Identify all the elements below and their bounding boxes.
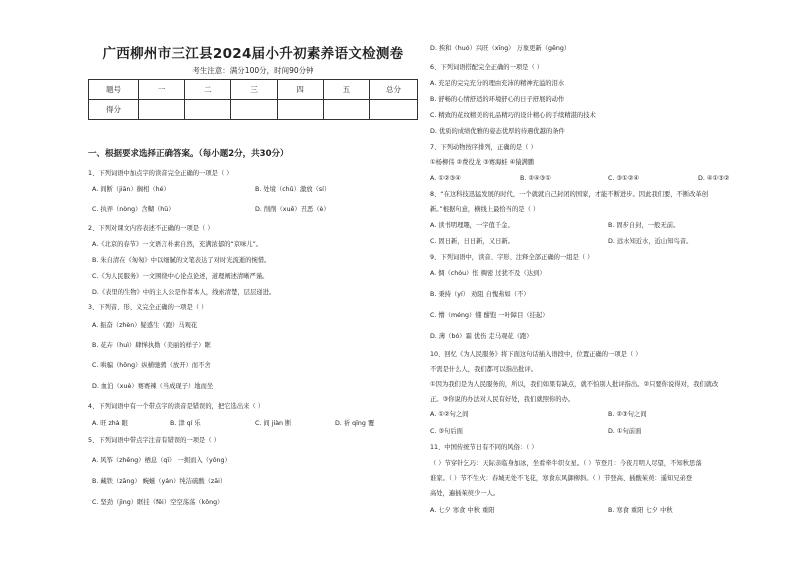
option-line: A. ①②③④ <box>430 175 461 182</box>
question-line: 11、中国传统节日有不同的风俗：（ ） <box>430 444 538 451</box>
option-line: A. 间断（jiān）搁相（hé） <box>92 186 170 193</box>
question-line: 5、下列词语中带点字注音有错误的一项是（ ） <box>88 437 220 444</box>
option-line: B. 处境（chǔ）激放（sí） <box>255 186 331 193</box>
option-line: A.《北京的春节》一文语言朴素自然，充满浓郁的“京味儿”。 <box>92 241 263 248</box>
option-line: A. 读书明理趣，一字值千金。 <box>430 222 514 229</box>
score-cell <box>323 100 369 120</box>
question-line: 10、回忆《为人民服务》将下面这句话插入语段中，位置正确的一项是（ ） <box>430 351 642 358</box>
score-header-cell: 一 <box>139 80 185 100</box>
score-cell <box>139 100 185 120</box>
option-line: C. ③句后面 <box>430 428 463 435</box>
question-line: 6、下列词语搭配完全正确的一项是（ ） <box>430 64 544 71</box>
question-line: 不需是什么人，我们都可以指出批评。 <box>430 366 538 373</box>
option-line: B. ②③句之间 <box>608 411 647 418</box>
option-line: D. 优质的成绩优雅的姿态优厚的待遇优越的条件 <box>430 128 565 135</box>
option-line: C. 懵（méng）懂 酣饱 一叶障目（挂起） <box>430 312 549 319</box>
score-cell <box>370 100 418 120</box>
page-title: 广西柳州市三江县2024届小升初素养语文检测卷 <box>102 46 404 62</box>
option-line: D.《表里的生物》中的主人公是作者本人，线索清楚，层层递进。 <box>92 289 276 296</box>
option-line: B. 花卉（huì）肆惮执拗（美丽的样子）眶 <box>92 342 211 349</box>
score-table-score-row <box>89 100 418 120</box>
option-line: A. 惆（chóu）怅 稠密 过犹不及（达到） <box>430 270 546 277</box>
score-cell <box>231 100 277 120</box>
option-line: C. 哄骗（hǒng）纵横驰骋（放开）而不舍 <box>92 362 211 369</box>
option-line: C. 精致的花纹精美的礼品精巧的设计精心的手续精湛的技术 <box>430 112 596 119</box>
option-line: B. 舒畅的心情舒适的环境舒心的日子舒展的动作 <box>430 96 565 103</box>
question-line: 2、下列对课文内容表述不正确的一项是（ ） <box>88 225 214 232</box>
question-line: 谁家。（ ）节不生火：春城无处不飞花，寒食东风御柳斜。（ ）节登高、插酸茱萸：遥知兄弟登 <box>430 475 693 482</box>
option-line: D. ④①③② <box>698 175 730 182</box>
option-line: B. 津 qí 乐 <box>170 420 201 427</box>
option-line: C. 坚劲（jìng）眶挂（fěi）空空荡荡（kōng） <box>92 499 224 506</box>
option-line: B. ②④③① <box>520 175 551 182</box>
option-line: D. 薄（bó）霜 优伤 走马观花（跑） <box>430 333 533 340</box>
option-line: B. 朱自清在《匆匆》中以细腻的文笔表达了对时光流逝的惋惜。 <box>92 257 271 264</box>
score-row-label: 得分 <box>89 100 139 120</box>
score-header-cell: 总分 <box>370 80 418 100</box>
option-line: D. 挨和（huó）兴旺（xīng） 万象更新（gēng） <box>430 45 571 52</box>
question-line: 新。”根据句意，横线上最恰当的是（ ） <box>430 206 540 213</box>
score-header-cell: 三 <box>231 80 277 100</box>
score-table <box>88 79 418 120</box>
question-line: 正。③你说的办法对人民有好处，我们就照你的办。 <box>430 396 575 403</box>
option-line: D. 血泊（xuè）赛赛辣（当成现子）地而坐 <box>92 383 214 390</box>
question-line: 9、下列词语中，读音、字形、注释全部正确的一组是（ ） <box>430 254 594 261</box>
question-line: 1、下列词语中加点字的读音完全正确的一项是（ ） <box>88 170 233 177</box>
question-line: ①因为我们是为人民服务的，所以，我们如果有缺点，就不怕别人批评指出。②只要你说得对，我们就改 <box>430 381 719 388</box>
option-line: A. 风筝（zhēng）栖息（qī） 一拥而入（yōng） <box>92 457 231 464</box>
section-heading: 一、根据要求选择正确答案。（每小题2分，共30分） <box>88 149 289 159</box>
score-header-cell: 二 <box>185 80 231 100</box>
option-line: D. 削削（xuē）丑恶（è） <box>255 206 330 213</box>
option-line: A. 七夕 寒食 中秋 重阳 <box>430 507 495 514</box>
option-line: C. 执弄（nòng）含糊（hū） <box>92 206 175 213</box>
option-line: A. 振奋（zhèn）疑惑生（跑）马观花 <box>92 322 198 329</box>
option-line: ①杨柳伟 ②费役龙 ③赛海蛙 ④猿满鹏 <box>430 159 535 166</box>
option-line: A. 旺 zhà 眼 <box>92 420 128 427</box>
score-header-cell: 四 <box>277 80 323 100</box>
option-line: C.《为人民服务》一文围绕中心论点论述，道理阐述清晰严谨。 <box>92 273 269 280</box>
option-line: B. 秉持（yí） 劝阻 自愧弗如（不） <box>430 291 530 298</box>
option-line: D. 远水知近水，近山知鸟音。 <box>608 238 693 245</box>
option-line: C. 间 jiàn 断 <box>255 420 292 427</box>
question-line: 高处，遍插茱萸少一人。 <box>430 490 500 497</box>
option-line: D. 祈 qīng 覆 <box>335 420 375 427</box>
exam-notice: 考生注意：满分100分，时间90分钟 <box>192 66 314 75</box>
question-line: （ ）节穿针乞巧：天际亲临身加冰，坐看牵牛织女星。（ ）节登月：今夜月明人尽望，不知秋思落 <box>430 460 702 467</box>
score-cell <box>277 100 323 120</box>
option-line: B. 藏铁（zāng） 蜿蜒（yán）纯洁硫酸（zāi） <box>92 478 227 485</box>
option-line: C. ③①②④ <box>608 175 639 182</box>
score-header-cell: 题号 <box>89 80 139 100</box>
score-header-cell: 五 <box>323 80 369 100</box>
option-line: A. ①②句之间 <box>430 411 469 418</box>
option-line: A. 充足的完完充分的理由充沛的精神充溢的泪水 <box>430 80 565 87</box>
option-line: B. 寒食 重阳 七夕 中秋 <box>608 507 673 514</box>
question-line: 8、“在这科技迅猛发展的时代，一个就就自己封闭的国家，才能不断进步。因此我们要，不断改革创 <box>430 191 709 198</box>
score-cell <box>185 100 231 120</box>
option-line: D. ①句前面 <box>608 428 642 435</box>
question-line: 7、下列动物按序排列，正确的是（ ） <box>430 144 537 151</box>
question-line: 4、下列词语中有一个带点字的读音是错误的，把它选出来（ ） <box>88 403 265 410</box>
option-line: B. 固步自封，一般无前。 <box>608 222 680 229</box>
score-table-header-row <box>89 80 418 100</box>
option-line: C. 固日新，日日新，又日新。 <box>430 238 514 245</box>
question-line: 3、下列音、形、义完全正确的一项是（ ） <box>88 304 208 311</box>
